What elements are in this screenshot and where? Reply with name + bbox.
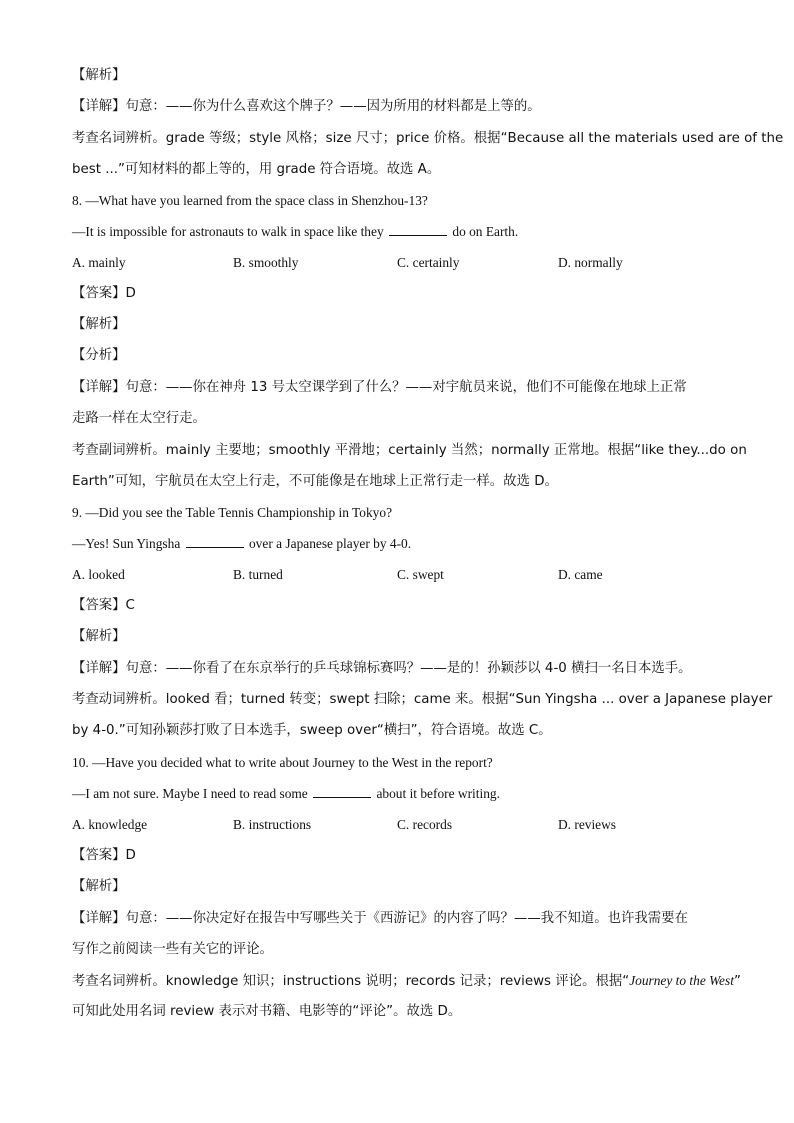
detail-text: 走路一样在太空行走。 — [72, 411, 206, 426]
option-c: C. certainly — [397, 255, 460, 270]
analysis-tag: 【解析】 — [72, 317, 126, 332]
analysis-tag: 【解析】 — [72, 68, 126, 83]
detail-text-part: 考查名词辨析。knowledge 知识；instructions 说明；records 记录；reviews 评论。根据“ — [72, 974, 630, 989]
answer-blank — [186, 535, 244, 548]
answer-blank — [389, 223, 447, 236]
option-d: D. normally — [558, 255, 623, 270]
detail-text: best ...”可知材料的都上等的，用 grade 符合语境。故选 A。 — [72, 162, 441, 177]
detail-text: 【详解】句意：——你决定好在报告中写哪些关于《西游记》的内容了吗？——我不知道。也许我需要在 — [72, 911, 688, 926]
detail-text: 【详解】句意：——你在神舟 13 号太空课学到了什么？——对宇航员来说，他们不可能像在地球上正常 — [72, 380, 687, 395]
question-text — [72, 222, 732, 242]
question-text-part: —Yes! Sun Yingsha — [72, 536, 181, 551]
answer-tag: 【答案】D — [72, 286, 136, 301]
question-text: 9. —Did you see the Table Tennis Championship in Tokyo? — [72, 505, 393, 520]
detail-text: 考查副词辨析。mainly 主要地；smoothly 平滑地；certainly 当然；normally 正常地。根据“like they...do on — [72, 443, 747, 458]
option-c: C. swept — [397, 567, 444, 582]
option-a: A. mainly — [72, 255, 126, 270]
detail-text: 可知此处用名词 review 表示对书籍、电影等的“评论”。故选 D。 — [72, 1004, 462, 1019]
question-text-part: about it before writing. — [376, 786, 500, 801]
question-text-part: —I am not sure. Maybe I need to read some — [72, 786, 308, 801]
option-b: B. smoothly — [233, 255, 299, 270]
option-d: D. reviews — [558, 817, 617, 832]
question-text — [72, 784, 732, 804]
detail-text: 考查名词辨析。grade 等级；style 风格；size 尺寸；price 价格。根据“Because all the materials used are of the — [72, 131, 784, 146]
question-text: 8. —What have you learned from the space class in Shenzhou-13? — [72, 193, 428, 208]
option-c: C. records — [397, 817, 453, 832]
detail-text: Earth”可知，宇航员在太空上行走，不可能像是在地球上正常行走一样。故选 D。 — [72, 474, 558, 489]
answer-blank — [313, 785, 371, 798]
detail-text: 考查动词辨析。looked 看；turned 转变；swept 扫除；came 来。根据“Sun Yingsha ... over a Japanese player — [72, 692, 773, 707]
detail-text: 【详解】句意：——你为什么喜欢这个牌子？——因为所用的材料都是上等的。 — [72, 99, 541, 114]
option-b: B. instructions — [233, 817, 312, 832]
detail-text: 写作之前阅读一些有关它的评论。 — [72, 942, 273, 957]
book-title: Journey to the West — [629, 973, 734, 988]
detail-text: by 4-0.”可知孙颖莎打败了日本选手，sweep over“横扫”，符合语境。故选 C。 — [72, 723, 552, 738]
option-b: B. turned — [233, 567, 283, 582]
answer-tag: 【答案】D — [72, 848, 136, 863]
option-d: D. came — [558, 567, 603, 582]
detail-text-part: ” — [733, 974, 741, 989]
analysis-tag: 【解析】 — [72, 629, 126, 644]
detail-text: 【详解】句意：——你看了在东京举行的乒乓球锦标赛吗？——是的！孙颖莎以 4-0 横扫一名日本选手。 — [72, 661, 692, 676]
detail-text — [72, 971, 741, 992]
question-text-part: —It is impossible for astronauts to walk in space like they — [72, 224, 384, 239]
fenxi-tag: 【分析】 — [72, 348, 126, 363]
question-text — [72, 534, 732, 554]
question-text-part: do on Earth. — [452, 224, 519, 239]
analysis-tag: 【解析】 — [72, 879, 126, 894]
option-a: A. knowledge — [72, 817, 148, 832]
option-a: A. looked — [72, 567, 125, 582]
answer-tag: 【答案】C — [72, 598, 135, 613]
question-text: 10. —Have you decided what to write about Journey to the West in the report? — [72, 755, 493, 770]
question-text-part: over a Japanese player by 4-0. — [248, 536, 412, 551]
